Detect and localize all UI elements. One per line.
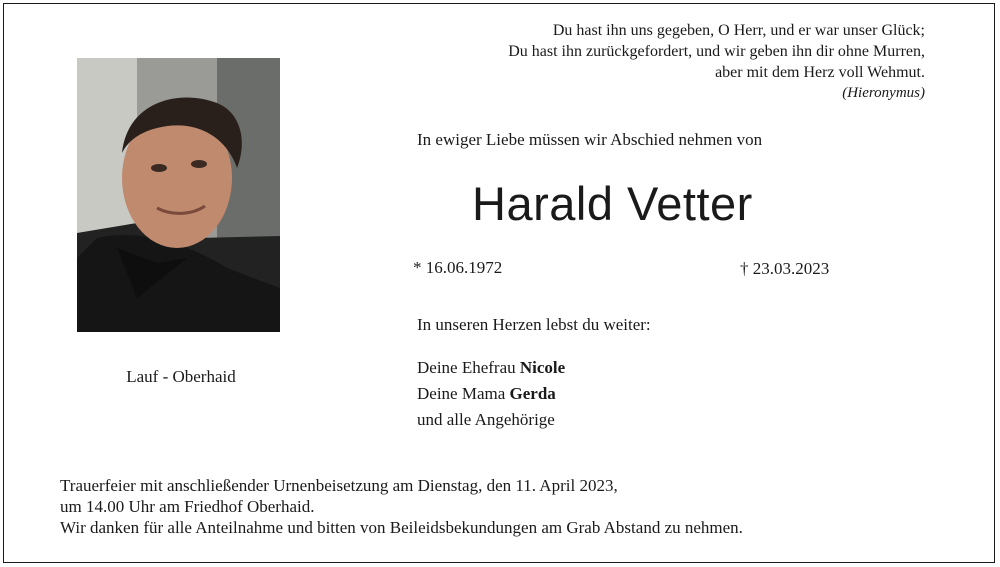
poem-line: Du hast ihn zurückgefordert, und wir geben ihn dir ohne Murren, — [508, 43, 925, 60]
family-list — [417, 355, 565, 433]
poem-block — [508, 20, 925, 104]
service-line: Trauerfeier mit anschließender Urnenbeisetzung am Dienstag, den 11. April 2023, — [60, 476, 618, 495]
family-member-name: Nicole — [519, 358, 566, 377]
poem-line: Du hast ihn uns gegeben, O Herr, und er war unser Glück; — [552, 22, 925, 39]
family-member: Deine Ehefrau Nicole — [417, 358, 566, 377]
portrait-photo — [77, 58, 280, 332]
service-line: um 14.00 Uhr am Friedhof Oberhaid. — [60, 497, 315, 516]
deceased-name: Harald Vetter — [472, 177, 753, 230]
birth-date: * 16.06.1972 — [413, 258, 503, 277]
lives-on-line: In unseren Herzen lebst du weiter: — [417, 315, 651, 334]
poem-author: (Hieronymus) — [842, 85, 925, 101]
poem-line: aber mit dem Herz voll Wehmut. — [715, 64, 925, 81]
family-member-name: Gerda — [509, 384, 556, 403]
family-member: Deine Mama Gerda — [417, 384, 556, 403]
death-date: † 23.03.2023 — [740, 259, 830, 278]
service-info — [60, 475, 743, 538]
farewell-intro: In ewiger Liebe müssen wir Abschied nehmen von — [417, 130, 763, 149]
family-member: und alle Angehörige — [417, 410, 555, 429]
place-of-residence: Lauf - Oberhaid — [126, 367, 236, 386]
service-line: Wir danken für alle Anteilnahme und bitten von Beileidsbekundungen am Grab Abstand zu nehmen. — [60, 518, 743, 537]
